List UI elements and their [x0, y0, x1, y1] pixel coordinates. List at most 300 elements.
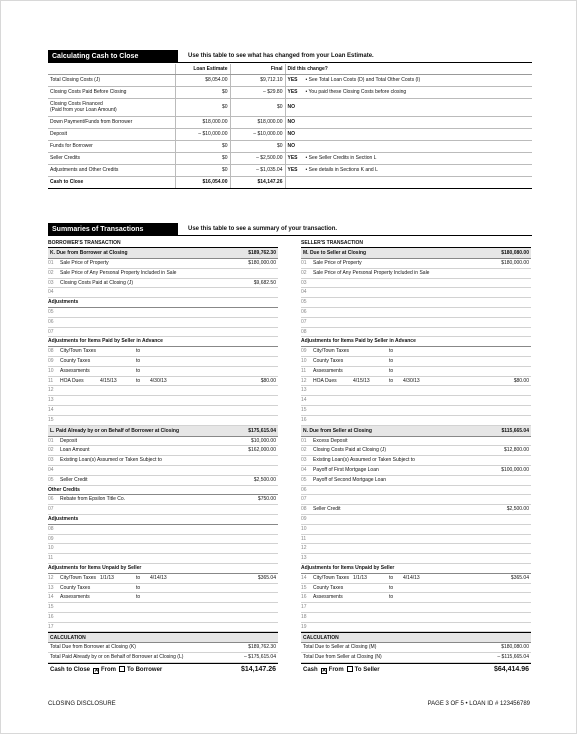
line-value: $80.00 — [260, 377, 276, 384]
line-value: $100,000.00 — [501, 466, 529, 473]
line-number: 18 — [301, 613, 307, 620]
line-number: 06 — [301, 308, 307, 315]
to-word: to — [389, 377, 394, 384]
summaries-header — [48, 223, 532, 236]
cash-to-close-row — [48, 128, 532, 140]
loan-estimate-value: $0 — [175, 140, 230, 152]
line-label: Payoff of Second Mortgage Loan — [313, 476, 387, 483]
loan-estimate-value: $0 — [175, 98, 230, 116]
did-change-cell — [285, 140, 532, 152]
cash-to-close-row — [48, 164, 532, 176]
calculation-label: Total Paid Already by or on Behalf of Borrower at Closing (L) — [50, 654, 184, 661]
adjustments-header — [48, 515, 278, 525]
line-item — [48, 466, 278, 476]
final-value: – $29.80 — [230, 86, 285, 98]
did-change-cell — [285, 98, 532, 116]
adjustment-line — [48, 377, 278, 387]
section-label: L. Paid Already by or on Behalf of Borrower at Closing — [50, 427, 179, 434]
cash-to-close-row — [48, 98, 532, 116]
line-label: Sale Price of Property — [60, 260, 109, 266]
line-number: 10 — [301, 357, 307, 364]
empty-line — [48, 396, 278, 406]
row-label: Seller Credits — [48, 152, 175, 164]
line-number: 11 — [301, 367, 307, 374]
line-number: 02 — [48, 447, 54, 454]
final-value: $0 — [230, 140, 285, 152]
line-number: 14 — [48, 594, 54, 601]
line-item — [301, 515, 531, 525]
empty-line — [48, 416, 278, 426]
line-item — [48, 437, 278, 447]
calculation-label: Total Due to Seller at Closing (M) — [303, 644, 377, 651]
line-label: County Taxes — [313, 584, 344, 591]
line-number: 07 — [48, 328, 54, 335]
empty-line — [48, 525, 278, 535]
line-number: 14 — [301, 574, 307, 581]
final-value: – $1,035.04 — [230, 164, 285, 176]
line-number: 07 — [301, 318, 307, 325]
to-word: to — [389, 357, 394, 364]
line-label: Sale Price of Property — [313, 260, 362, 266]
did-change-answer: NO — [287, 131, 295, 137]
borrower-title: BORROWER'S TRANSACTION — [48, 238, 278, 248]
adjustment-line — [301, 574, 531, 584]
line-item — [301, 554, 531, 564]
section-total: $175,615.04 — [248, 427, 276, 434]
line-number: 05 — [301, 299, 307, 306]
summaries-description: Use this table to see a summary of your transaction. — [188, 226, 338, 232]
col-header-final: Final — [230, 64, 285, 74]
adjustment-line — [301, 593, 531, 603]
footer-title: CLOSING DISCLOSURE — [48, 701, 116, 707]
to-word: to — [389, 584, 394, 591]
total-final: $14,147.26 — [230, 176, 285, 188]
to-date: 4/30/13 — [150, 377, 167, 384]
cash-value: $64,414.96 — [493, 666, 529, 674]
to-word: to — [136, 348, 141, 355]
line-number: 01 — [48, 437, 54, 444]
empty-line — [48, 554, 278, 564]
total-loan-estimate: $16,054.00 — [175, 176, 230, 188]
borrower-transaction — [48, 238, 278, 675]
section-n-header — [301, 426, 531, 437]
line-item — [301, 259, 531, 269]
section-label: Adjustments for Items Unpaid by Seller — [301, 564, 395, 571]
section-label: N. Due from Seller at Closing — [303, 427, 372, 434]
line-label: Existing Loan(s) Assumed or Taken Subject to — [60, 457, 162, 464]
line-number: 09 — [301, 515, 307, 522]
line-label: Sale Price of Any Personal Property Included in Sale — [313, 269, 430, 276]
line-number: 15 — [301, 584, 307, 591]
cash-to-close-row — [48, 74, 532, 86]
line-number: 12 — [48, 574, 54, 581]
from-date: 1/1/13 — [353, 574, 367, 581]
seller-transaction — [301, 238, 531, 675]
line-item — [48, 279, 278, 289]
line-item — [301, 544, 531, 554]
line-item — [301, 298, 531, 308]
line-value: $162,000.00 — [248, 447, 276, 454]
to-word: to — [389, 574, 394, 581]
calculation-line — [301, 653, 531, 663]
adjustment-line — [48, 347, 278, 357]
line-label: Seller Credit — [313, 506, 341, 513]
cash-to-close-table — [48, 64, 532, 189]
line-number: 15 — [48, 604, 54, 611]
section-label: Adjustments for Items Paid by Seller in Advance — [48, 338, 163, 345]
line-item — [48, 495, 278, 505]
calculation-line — [301, 643, 531, 653]
line-number: 06 — [301, 486, 307, 493]
line-number: 09 — [301, 348, 307, 355]
line-item — [48, 446, 278, 456]
line-number: 10 — [48, 367, 54, 374]
line-number: 05 — [301, 476, 307, 483]
final-value: $18,000.00 — [230, 116, 285, 128]
to-option: To Seller — [354, 667, 380, 674]
did-change-answer: YES — [287, 155, 298, 161]
to-word: to — [389, 594, 394, 601]
final-value: $9,712.10 — [230, 74, 285, 86]
did-change-answer: YES — [287, 77, 298, 83]
section-m-header — [301, 248, 531, 259]
line-item — [301, 437, 531, 447]
line-label: Existing Loan(s) Assumed or Taken Subject to — [313, 457, 415, 464]
other-credits-header — [48, 486, 278, 496]
calculation-value: – $175,615.04 — [244, 654, 276, 661]
cash-label: Cash to Close — [50, 667, 91, 674]
line-number: 13 — [48, 397, 54, 404]
section-label: K. Due from Borrower at Closing — [50, 250, 128, 256]
empty-line — [48, 603, 278, 613]
line-number: 07 — [301, 496, 307, 503]
cash-to-close-description: Use this table to see what has changed from your Loan Estimate. — [188, 53, 374, 59]
to-word: to — [389, 367, 394, 374]
section-total: $180,080.00 — [501, 250, 529, 256]
line-number: 07 — [48, 506, 54, 513]
line-number: 03 — [48, 457, 54, 464]
calculation-header: CALCULATION — [301, 632, 531, 643]
line-number: 11 — [301, 535, 307, 542]
line-number: 17 — [48, 623, 54, 630]
line-value: $180,000.00 — [248, 260, 276, 266]
paid-in-advance-header — [48, 337, 278, 347]
line-number: 14 — [301, 397, 307, 404]
line-number: 13 — [301, 555, 307, 562]
row-label: Deposit — [48, 128, 175, 140]
line-item — [301, 486, 531, 496]
from-checkbox[interactable]: ✕ — [94, 668, 100, 675]
cash-to-close-title: Calculating Cash to Close — [48, 50, 178, 63]
did-change-answer: YES — [287, 89, 298, 95]
to-word: to — [389, 348, 394, 355]
line-label: County Taxes — [60, 357, 91, 364]
cash-to-close-row — [48, 86, 532, 98]
col-header-label — [48, 64, 175, 74]
final-value: – $2,500.00 — [230, 152, 285, 164]
did-change-answer: YES — [287, 167, 298, 173]
adjustment-line — [48, 593, 278, 603]
section-label: M. Due to Seller at Closing — [303, 250, 367, 256]
empty-line — [48, 318, 278, 328]
line-item — [301, 318, 531, 328]
empty-line — [48, 623, 278, 633]
did-change-cell — [285, 164, 532, 176]
line-number: 08 — [48, 348, 54, 355]
to-word: to — [136, 377, 141, 384]
footer-page-info: PAGE 3 OF 5 • LOAN ID # 123456789 — [427, 701, 530, 707]
calculation-value: $189,762.30 — [248, 644, 276, 651]
loan-estimate-value: $0 — [175, 164, 230, 176]
did-change-cell — [285, 152, 532, 164]
line-number: 05 — [48, 308, 54, 315]
line-number: 05 — [48, 476, 54, 483]
line-value: $750.00 — [257, 496, 276, 503]
calculation-label: Total Due from Borrower at Closing (K) — [50, 644, 136, 651]
line-value: $180,000.00 — [501, 260, 529, 266]
line-item — [301, 535, 531, 545]
cash-to-close-row — [48, 140, 532, 152]
line-value: $365.04 — [510, 574, 529, 581]
to-word: to — [136, 594, 141, 601]
line-label: Assessments — [60, 594, 90, 601]
adjustment-line — [48, 584, 278, 594]
row-label: Closing Costs Paid Before Closing — [48, 86, 175, 98]
empty-line — [301, 396, 531, 406]
adjustment-line — [301, 367, 531, 377]
seller-title: SELLER'S TRANSACTION — [301, 238, 531, 248]
unpaid-by-seller-header — [48, 564, 278, 574]
row-label: Funds for Borrower — [48, 140, 175, 152]
total-change-cell — [285, 176, 532, 188]
line-label: Excess Deposit — [313, 437, 348, 444]
line-item — [301, 466, 531, 476]
adjustment-line — [48, 357, 278, 367]
line-label: Deposit — [60, 437, 77, 444]
line-label: Closing Costs Paid at Closing (J) — [60, 279, 134, 286]
did-change-cell — [285, 86, 532, 98]
line-item — [301, 446, 531, 456]
line-label: Payoff of First Mortgage Loan — [313, 466, 379, 473]
cash-to-close-row — [48, 116, 532, 128]
line-value: $2,500.00 — [253, 476, 276, 483]
line-label: City/Town Taxes — [60, 574, 97, 581]
line-number: 13 — [48, 584, 54, 591]
section-label: Adjustments for Items Unpaid by Seller — [48, 564, 142, 571]
line-item — [48, 505, 278, 515]
final-value: – $10,000.00 — [230, 128, 285, 140]
line-label: HOA Dues — [60, 377, 84, 384]
cash-label: Cash — [303, 667, 318, 674]
change-note: • See Total Loan Costs (D) and Total Other Costs (I) — [305, 77, 421, 83]
line-label: Assessments — [313, 594, 343, 601]
from-date: 1/1/13 — [100, 574, 114, 581]
change-note: • See Seller Credits in Section L — [305, 155, 377, 161]
row-label: Down Payment/Funds from Borrower — [48, 116, 175, 128]
line-item — [301, 269, 531, 279]
calculation-line — [48, 643, 278, 653]
line-item — [301, 328, 531, 338]
adjustment-line — [301, 357, 531, 367]
line-item — [48, 269, 278, 279]
to-word: to — [136, 584, 141, 591]
cash-to-close-header-row — [48, 64, 532, 74]
line-label: County Taxes — [60, 584, 91, 591]
line-item — [48, 476, 278, 486]
empty-line — [301, 416, 531, 426]
did-change-answer: NO — [287, 119, 295, 125]
line-number: 16 — [301, 416, 307, 423]
line-item — [301, 308, 531, 318]
calculation-value: – $115,665.04 — [497, 654, 529, 661]
did-change-cell — [285, 74, 532, 86]
adjustment-line — [48, 574, 278, 584]
empty-line — [48, 544, 278, 554]
row-label: Total Closing Costs (J) — [48, 74, 175, 86]
col-header-loan-estimate: Loan Estimate — [175, 64, 230, 74]
section-l-header — [48, 426, 278, 437]
did-change-answer: NO — [287, 104, 295, 110]
line-number: 08 — [48, 525, 54, 532]
adjustment-line — [48, 367, 278, 377]
empty-line — [48, 406, 278, 416]
empty-line — [48, 613, 278, 623]
empty-line — [48, 386, 278, 396]
calculation-line — [48, 653, 278, 663]
line-number: 16 — [301, 594, 307, 601]
from-option: From — [328, 667, 344, 674]
line-number: 08 — [301, 506, 307, 513]
line-item — [301, 495, 531, 505]
calculation-header: CALCULATION — [48, 632, 278, 643]
line-item — [301, 476, 531, 486]
line-number: 09 — [48, 357, 54, 364]
line-value: $365.04 — [257, 574, 276, 581]
line-number: 02 — [301, 269, 307, 276]
line-number: 11 — [48, 377, 54, 384]
line-number: 02 — [48, 269, 54, 276]
line-number: 19 — [301, 623, 307, 630]
line-number: 09 — [48, 535, 54, 542]
cash-value: $14,147.26 — [240, 666, 276, 674]
line-label: County Taxes — [313, 357, 344, 364]
section-k-header — [48, 248, 278, 259]
line-label: Sale Price of Any Personal Property Included in Sale — [60, 269, 177, 276]
cash-to-close-line — [301, 663, 531, 675]
line-item — [301, 279, 531, 289]
empty-line — [48, 328, 278, 338]
line-value: $80.00 — [513, 377, 529, 384]
line-label: City/Town Taxes — [313, 574, 350, 581]
line-number: 03 — [301, 457, 307, 464]
section-label: Adjustments — [48, 299, 79, 306]
calculation-value: $180,080.00 — [501, 644, 529, 651]
line-label: City/Town Taxes — [313, 348, 350, 355]
empty-line — [48, 535, 278, 545]
line-item — [301, 505, 531, 515]
to-date: 4/14/13 — [403, 574, 420, 581]
row-label: Adjustments and Other Credits — [48, 164, 175, 176]
line-label: HOA Dues — [313, 377, 337, 384]
line-number: 04 — [48, 466, 54, 473]
adjustment-line — [301, 347, 531, 357]
final-value: $0 — [230, 98, 285, 116]
loan-estimate-value: $18,000.00 — [175, 116, 230, 128]
did-change-answer: NO — [287, 143, 295, 149]
from-checkbox[interactable]: ✕ — [321, 668, 327, 675]
line-value: $10,000.00 — [250, 437, 276, 444]
to-date: 4/14/13 — [150, 574, 167, 581]
line-number: 10 — [48, 545, 54, 552]
section-label: Adjustments — [48, 515, 79, 522]
section-label: Other Credits — [48, 486, 80, 493]
line-value: $9,682.50 — [253, 279, 276, 286]
line-number: 01 — [301, 437, 307, 444]
empty-line — [301, 386, 531, 396]
to-word: to — [136, 574, 141, 581]
line-label: Loan Amount — [60, 447, 90, 454]
line-item — [48, 259, 278, 269]
cash-to-close-row — [48, 152, 532, 164]
from-option: From — [101, 667, 117, 674]
line-number: 06 — [48, 496, 54, 503]
change-note: • See details in Sections K and L — [305, 167, 378, 173]
to-checkbox[interactable] — [119, 666, 125, 672]
to-option: To Borrower — [127, 667, 163, 674]
line-number: 11 — [48, 555, 54, 562]
to-checkbox[interactable] — [347, 666, 353, 672]
line-label: Closing Costs Paid at Closing (J) — [313, 447, 387, 454]
summaries-title: Summaries of Transactions — [48, 223, 178, 236]
section-label: Adjustments for Items Paid by Seller in Advance — [301, 338, 416, 345]
line-item — [48, 288, 278, 298]
line-number: 14 — [48, 406, 54, 413]
line-value: $2,500.00 — [506, 506, 529, 513]
line-number: 12 — [301, 545, 307, 552]
line-number: 06 — [48, 318, 54, 325]
line-number: 15 — [48, 416, 54, 423]
section-total: $189,762.30 — [248, 250, 276, 256]
loan-estimate-value: $8,054.00 — [175, 74, 230, 86]
line-number: 12 — [301, 377, 307, 384]
did-change-cell — [285, 128, 532, 140]
empty-line — [301, 406, 531, 416]
line-number: 04 — [301, 466, 307, 473]
line-item — [301, 456, 531, 466]
to-date: 4/30/13 — [403, 377, 420, 384]
to-word: to — [136, 367, 141, 374]
row-label: Closing Costs Financed (Paid from your Loan Amount) — [48, 98, 175, 116]
line-number: 01 — [48, 260, 54, 266]
line-number: 04 — [48, 289, 54, 296]
line-number: 10 — [301, 525, 307, 532]
adjustments-header — [48, 298, 278, 308]
line-number: 04 — [301, 289, 307, 296]
line-item — [48, 456, 278, 466]
line-number: 16 — [48, 613, 54, 620]
line-item — [301, 525, 531, 535]
to-word: to — [136, 357, 141, 364]
line-number: 13 — [301, 387, 307, 394]
line-number: 12 — [48, 387, 54, 394]
empty-line — [301, 623, 531, 633]
line-number: 03 — [48, 279, 54, 286]
from-date: 4/15/13 — [353, 377, 370, 384]
line-label: City/Town Taxes — [60, 348, 97, 355]
total-label: Cash to Close — [48, 176, 175, 188]
line-label: Assessments — [313, 367, 343, 374]
cash-to-close-header — [48, 50, 532, 63]
